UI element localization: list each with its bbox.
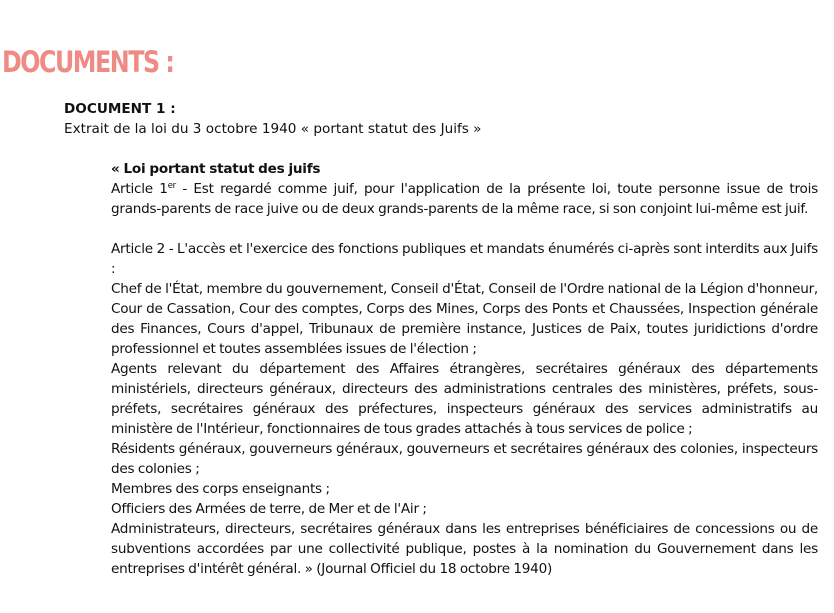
article-2-item: Administrateurs, directeurs, secrétaires généraux dans les entreprises bénéficiaires de concessions ou de subventions accordées par une collectivité publique, postes à la nomination du Gouvernement dans les entreprises d'intérêt général. » (Journal Officiel du 18 octobre 1940) [111, 521, 818, 577]
article-2-item: Agents relevant du département des Affaires étrangères, secrétaires généraux des départements ministériels, directeurs généraux, directeurs des administrations centrales des ministères, préfets, sous-préfets, secrétaires généraux des préfectures, inspecteurs généraux des services administratifs au ministère de l'Intérieur, fonctionnaires de tous grades attachés à tous services de police ; [111, 361, 818, 437]
article-2-item: Résidents généraux, gouverneurs généraux, gouverneurs et secrétaires généraux des colonies, inspecteurs des colonies ; [111, 441, 818, 477]
article-2-intro: Article 2 - L'accès et l'exercice des fonctions publiques et mandats énumérés ci-après sont interdits aux Juifs : [111, 241, 818, 277]
document-subtitle: Extrait de la loi du 3 octobre 1940 « portant statut des Juifs » [64, 121, 482, 137]
paragraph-gap [111, 219, 818, 239]
article-2-item: Officiers des Armées de terre, de Mer et de l'Air ; [111, 501, 427, 517]
article-1-superscript: er [167, 181, 176, 191]
law-excerpt [111, 159, 818, 579]
article-1-label: Article 1 [111, 181, 168, 197]
article-2-item: Membres des corps enseignants ; [111, 481, 330, 497]
law-title: « Loi portant statut des juifs [111, 161, 321, 177]
document-title: DOCUMENT 1 : [64, 101, 176, 117]
section-heading: DOCUMENTS : [2, 45, 174, 79]
article-1 [111, 179, 818, 219]
article-2-item: Chef de l'État, membre du gouvernement, Conseil d'État, Conseil de l'Ordre national de la Légion d'honneur, Cour de Cassation, Cour des comptes, Corps des Mines, Corps des Ponts et Chaussées, Inspection générale des Finances, Cours d'appel, Tribunaux de première instance, Justices de Paix, toutes juridictions d'ordre professionnel et toutes assemblées issues de l'élection ; [111, 281, 818, 357]
article-1-text: - Est regardé comme juif, pour l'application de la présente loi, toute personne issue de trois grands-parents de race juive ou de deux grands-parents de la même race, si son conjoint lui-même est juif. [111, 181, 818, 217]
